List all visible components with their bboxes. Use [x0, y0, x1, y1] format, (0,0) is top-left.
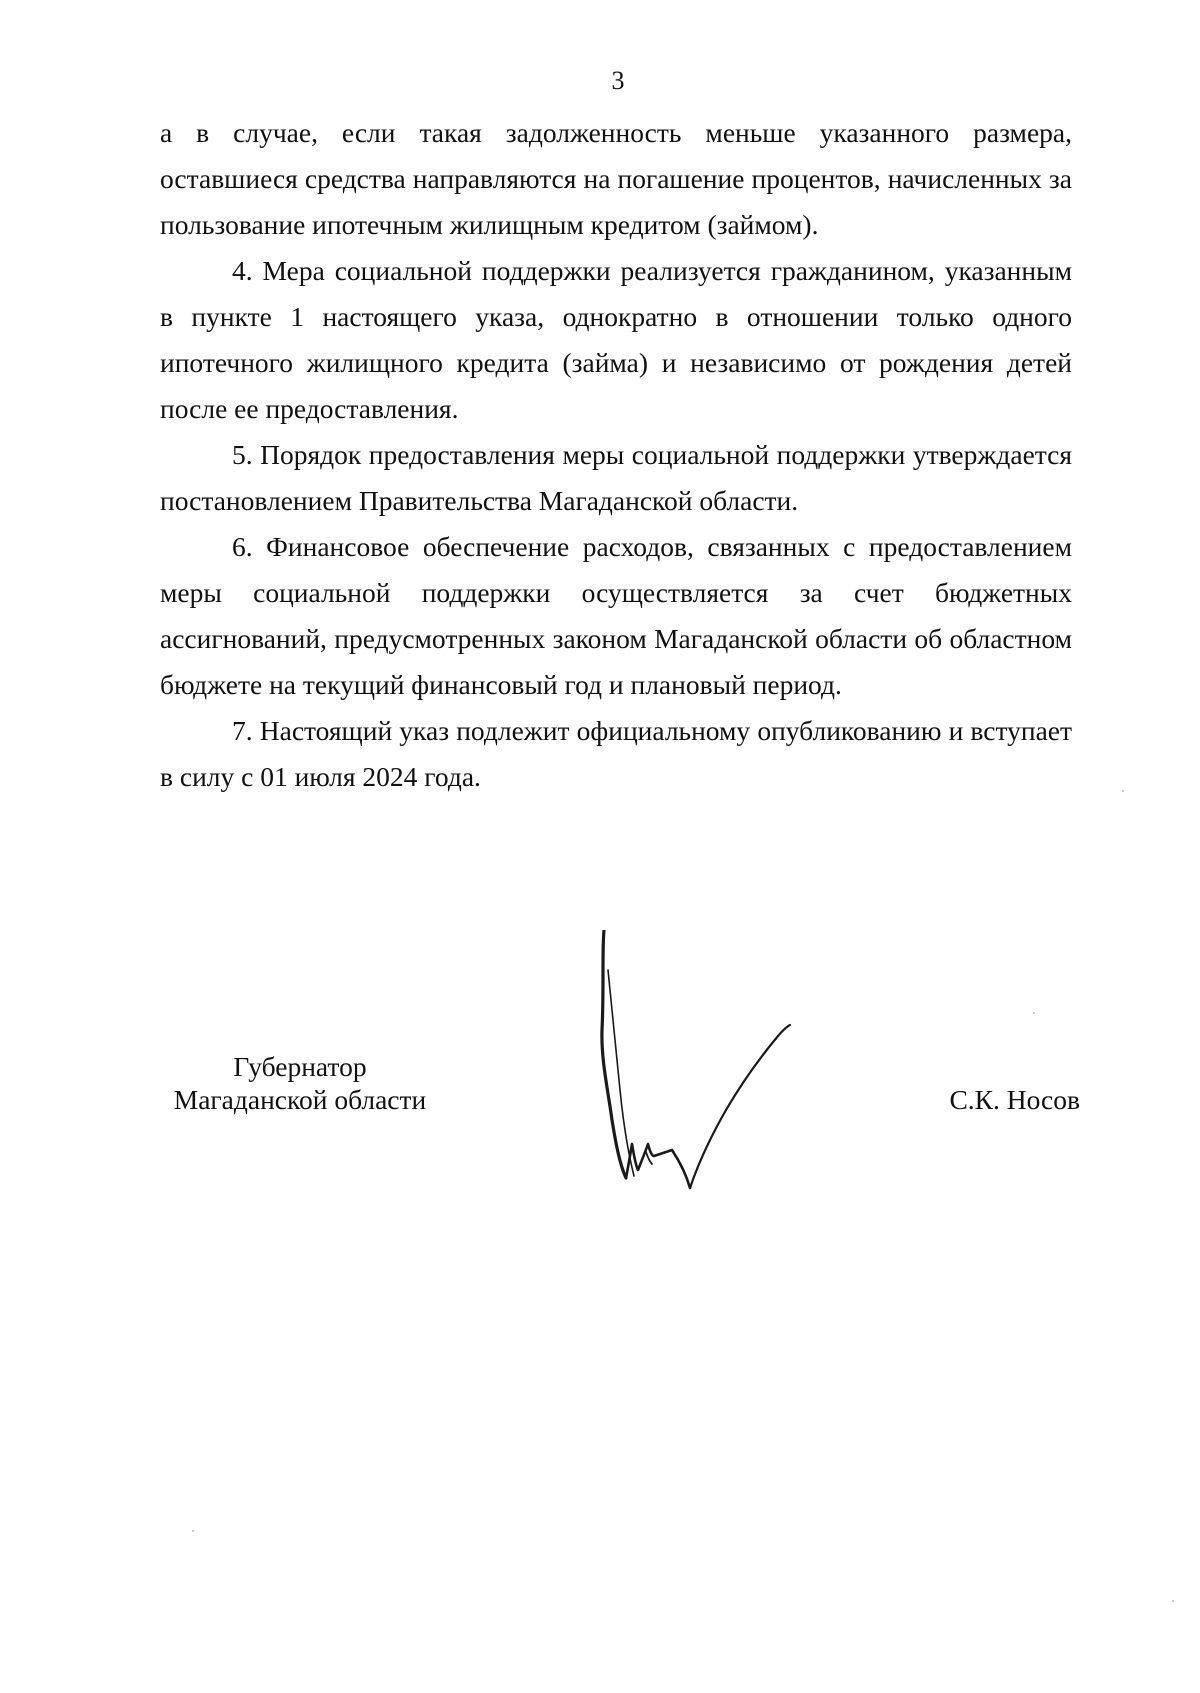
signatory-title: [160, 1050, 440, 1116]
signatory-name: С.К. Носов: [949, 1084, 1080, 1115]
document-body: [160, 110, 1072, 800]
page-number: 3: [611, 66, 625, 95]
paragraph-item-7: 7. Настоящий указ подлежит официальному опубликованию и вступает в силу с 01 июля 2024 года.: [160, 715, 1072, 792]
scan-speck: [1172, 1600, 1174, 1602]
paragraph-item-4: 4. Мера социальной поддержки реализуется гражданином, указанным в пункте 1 настоящего указа, однократно в отношении только одного ипотечного жилищного кредита (займа) и независимо от рождения детей после ее предоставления.: [160, 255, 1072, 424]
signatory-title-line-2: Магаданской области: [173, 1084, 427, 1115]
paragraph-item-6: 6. Финансовое обеспечение расходов, связанных с предоставлением меры социальной поддержки осуществляется за счет бюджетных ассигнований, предусмотренных законом Магаданской области об областном бюджете на текущий финансовый год и плановый период.: [160, 531, 1072, 700]
signatory-title-line-1: Губернатор: [233, 1051, 367, 1082]
paragraph-continuation: а в случае, если такая задолженность меньше указанного размера, оставшиеся средства направляются на погашение процентов, начисленных за пользование ипотечным жилищным кредитом (займом).: [160, 117, 1072, 240]
scan-speck: [1033, 1012, 1035, 1014]
scan-speck: [192, 1530, 194, 1532]
scan-speck: [1122, 790, 1124, 792]
handwritten-signature: [590, 930, 830, 1200]
paragraph-item-5: 5. Порядок предоставления меры социальной поддержки утверждается постановлением Правительства Магаданской области.: [160, 439, 1072, 516]
